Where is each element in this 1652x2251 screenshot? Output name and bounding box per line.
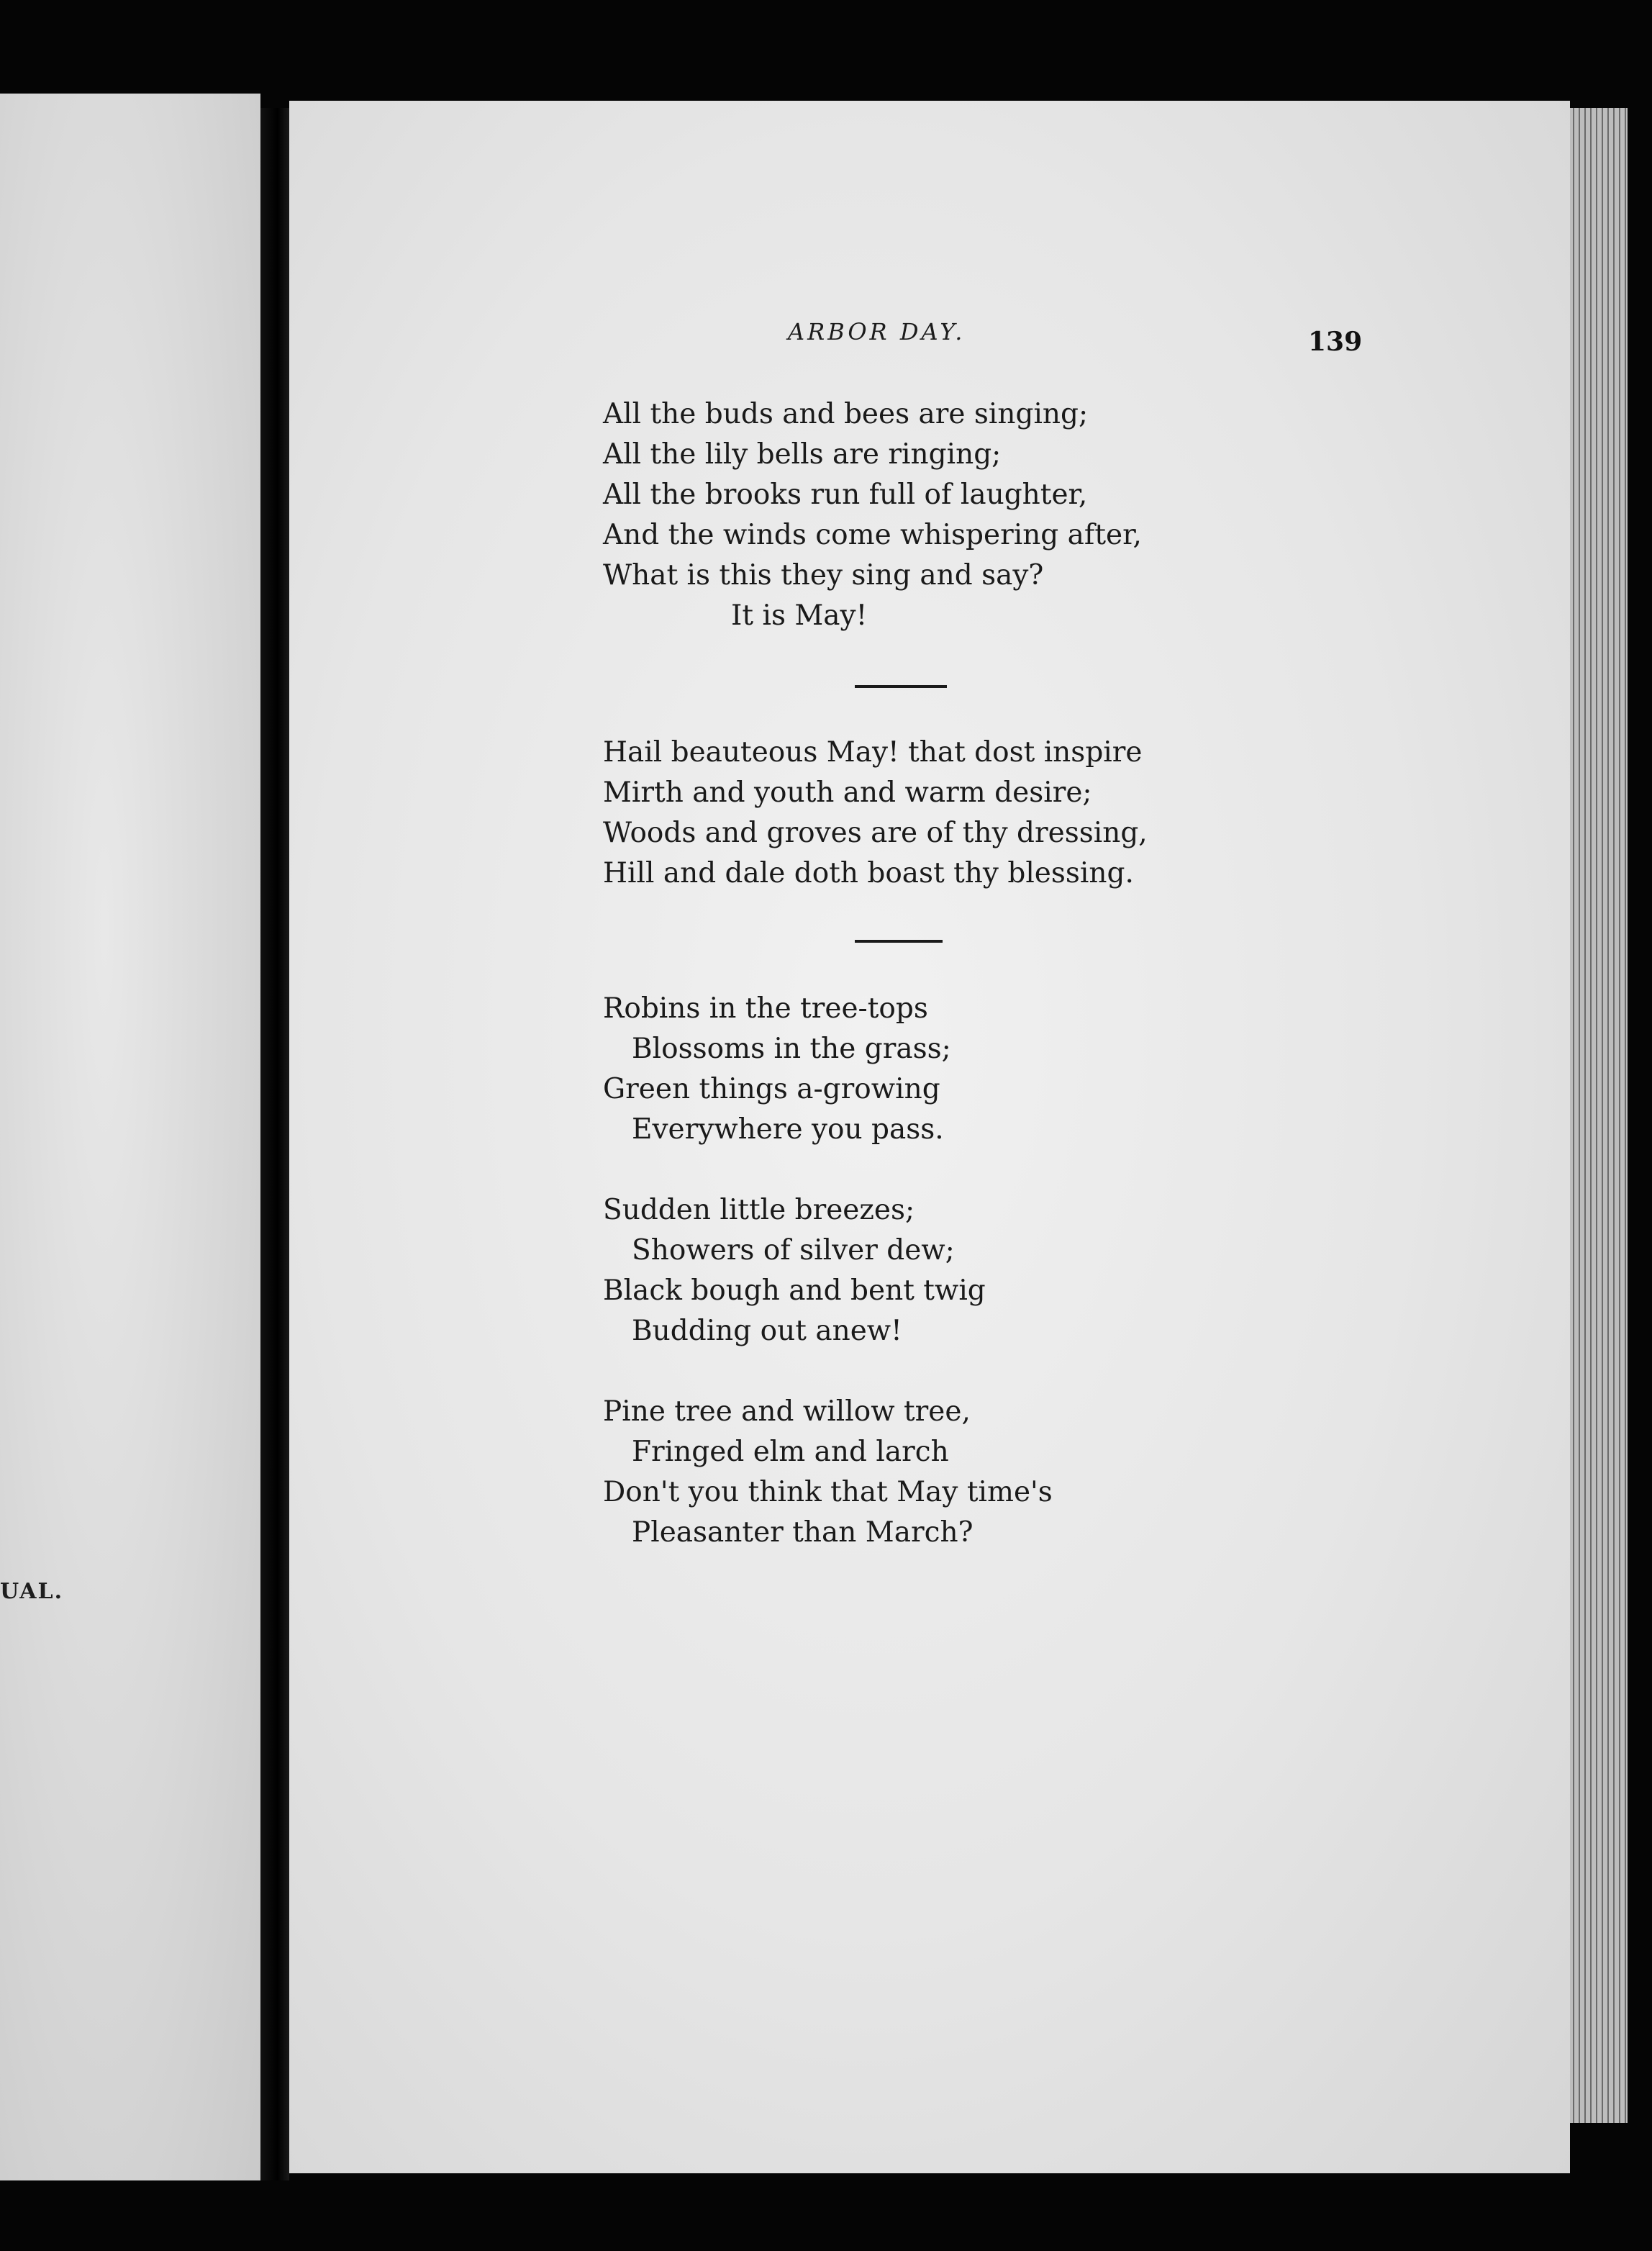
poem-line: Black bough and bent twig	[603, 1274, 986, 1307]
book-gutter	[260, 108, 289, 2180]
poem-line: Pleasanter than March?	[632, 1516, 974, 1549]
left-page-fragment: UAL.	[0, 1579, 64, 1604]
poem-line: Robins in the tree-tops	[603, 992, 928, 1025]
poem-line: Mirth and youth and warm desire;	[603, 776, 1092, 809]
poem-line: All the buds and bees are singing;	[603, 398, 1089, 430]
section-divider	[855, 685, 947, 688]
running-head: ARBOR DAY.	[788, 318, 966, 345]
poem-line: Don't you think that May time's	[603, 1476, 1053, 1508]
poem-line: And the winds come whispering after,	[603, 519, 1142, 551]
poem-line: Hail beauteous May! that dost inspire	[603, 736, 1143, 769]
poem-line: All the lily bells are ringing;	[603, 438, 1002, 471]
page-number: 139	[1308, 327, 1363, 357]
poem-line: All the brooks run full of laughter,	[603, 479, 1088, 511]
stanza-2	[603, 733, 1148, 894]
poem-line: Woods and groves are of thy dressing,	[603, 817, 1148, 849]
poem-line: Pine tree and willow tree,	[603, 1395, 971, 1428]
stanza-4	[603, 1190, 986, 1351]
poem-line: It is May!	[731, 599, 868, 632]
stanza-3	[603, 989, 951, 1150]
stanza-1	[603, 394, 1142, 636]
stanza-5	[603, 1392, 1053, 1553]
section-divider	[855, 940, 943, 943]
poem-line: Everywhere you pass.	[632, 1113, 944, 1146]
left-page	[0, 94, 260, 2180]
poem-line: Blossoms in the grass;	[632, 1033, 951, 1065]
poem-line: Showers of silver dew;	[632, 1234, 955, 1267]
page-edges	[1563, 108, 1628, 2123]
poem-line: Sudden little breezes;	[603, 1194, 915, 1226]
poem-line: What is this they sing and say?	[603, 559, 1044, 592]
poem-line: Budding out anew!	[632, 1315, 902, 1347]
poem-line: Hill and dale doth boast thy blessing.	[603, 857, 1134, 889]
poem-line: Fringed elm and larch	[632, 1436, 949, 1468]
poem-line: Green things a-growing	[603, 1073, 940, 1105]
